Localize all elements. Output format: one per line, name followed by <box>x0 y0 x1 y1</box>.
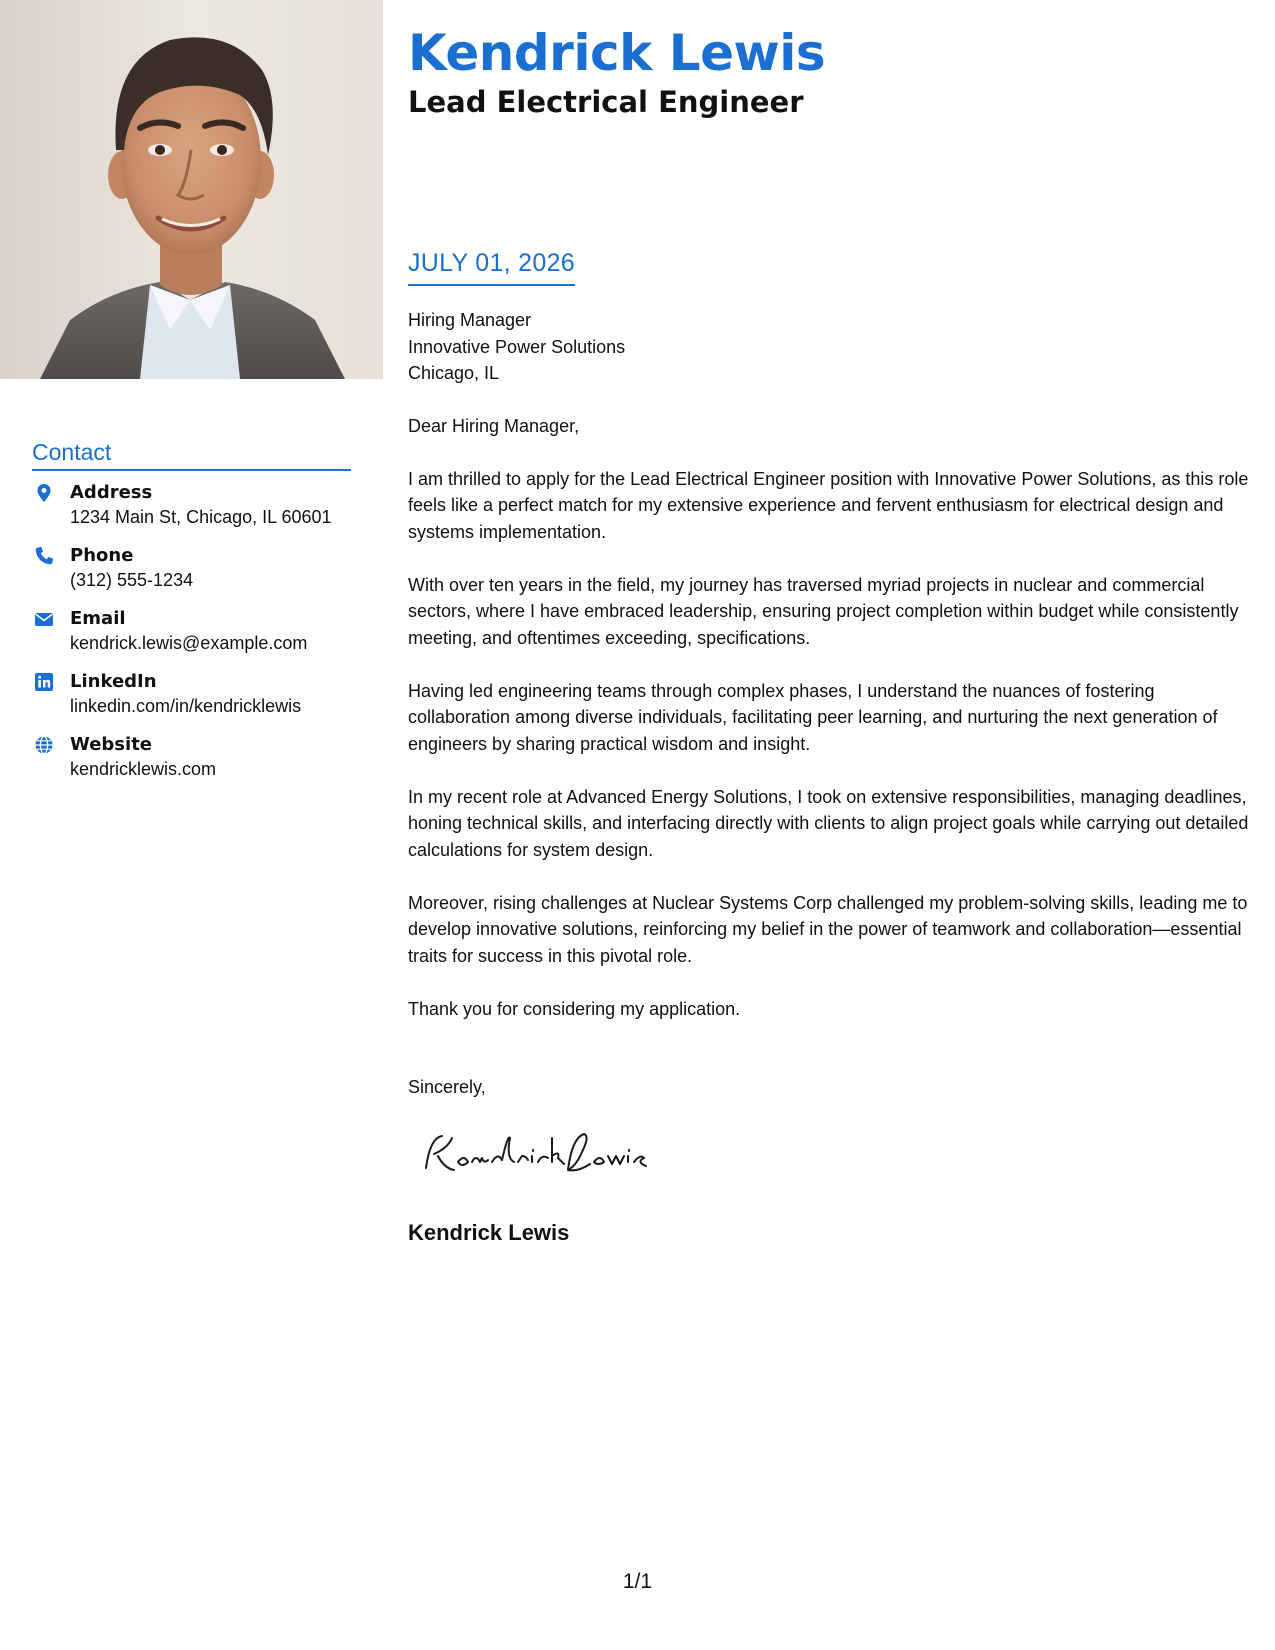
signature-icon <box>418 1128 658 1178</box>
signer-name: Kendrick Lewis <box>408 1220 570 1245</box>
contact-linkedin-value[interactable]: linkedin.com/in/kendricklewis <box>70 696 302 716</box>
contact-phone-value[interactable]: (312) 555-1234 <box>70 570 194 590</box>
profile-photo <box>0 0 383 379</box>
handwritten-signature <box>418 1128 658 1183</box>
contact-item-website <box>32 732 362 795</box>
contact-label: LinkedIn <box>70 671 157 692</box>
job-title: Lead Electrical Engineer <box>408 85 804 119</box>
contact-heading: Contact <box>32 436 351 471</box>
letter-body <box>408 307 1253 1049</box>
globe-icon <box>34 735 54 755</box>
paragraph: With over ten years in the field, my journey has traversed myriad projects in nuclear and commercial sectors, where I have embraced leadership, ensuring project completion within budget while consistently meeting, and oftentimes exceeding, specifications. <box>408 574 1239 648</box>
envelope-icon <box>34 609 54 629</box>
linkedin-icon <box>34 672 54 692</box>
contact-item-linkedin <box>32 669 362 732</box>
recipient-location: Chicago, IL <box>408 363 500 383</box>
contact-website-value[interactable]: kendricklewis.com <box>70 759 217 779</box>
contact-item-email <box>32 606 362 669</box>
recipient-company: Innovative Power Solutions <box>408 336 626 357</box>
paragraph: In my recent role at Advanced Energy Solutions, I took on extensive responsibilities, managing deadlines, honing technical skills, and interfacing directly with clients to align project goals while carrying out detailed calculations for system design. <box>408 786 1249 860</box>
page-number: 1/1 <box>622 1570 653 1593</box>
contact-label: Email <box>70 608 126 629</box>
paragraph: Having led engineering teams through complex phases, I understand the nuances of fostering collaboration among diverse individuals, facilitating peer learning, and nurturing the next generation of engineers by sharing practical wisdom and insight. <box>408 680 1218 754</box>
contact-address-value: 1234 Main St, Chicago, IL 60601 <box>70 507 332 527</box>
applicant-name: Kendrick Lewis <box>408 24 826 82</box>
contact-label: Address <box>70 482 153 503</box>
recipient-block <box>408 307 1253 387</box>
contact-email-value[interactable]: kendrick.lewis@example.com <box>70 633 308 653</box>
recipient-title: Hiring Manager <box>408 310 532 330</box>
contact-label: Phone <box>70 545 134 566</box>
salutation: Dear Hiring Manager, <box>408 415 580 436</box>
paragraph: Moreover, rising challenges at Nuclear Systems Corp challenged my problem-solving skills, leading me to develop innovative solutions, reinforcing my belief in the power of teamwork and collaboration—essential traits for success in this pivotal role. <box>408 892 1248 966</box>
letter-date: JULY 01, 2026 <box>408 246 575 286</box>
portrait-photo-icon <box>0 0 383 379</box>
map-pin-icon <box>34 483 54 503</box>
contact-item-phone <box>32 543 362 606</box>
contact-label: Website <box>70 734 153 755</box>
paragraph: I am thrilled to apply for the Lead Electrical Engineer position with Innovative Power Solutions, as this role feels like a perfect match for my extensive experience and fervent enthusiasm for electrical design and systems implementation. <box>408 468 1249 542</box>
paragraph: Thank you for considering my application. <box>408 998 741 1019</box>
closing: Sincerely, <box>408 1077 486 1097</box>
contact-item-address <box>32 480 362 543</box>
contact-list <box>32 480 362 795</box>
phone-icon <box>34 546 54 566</box>
